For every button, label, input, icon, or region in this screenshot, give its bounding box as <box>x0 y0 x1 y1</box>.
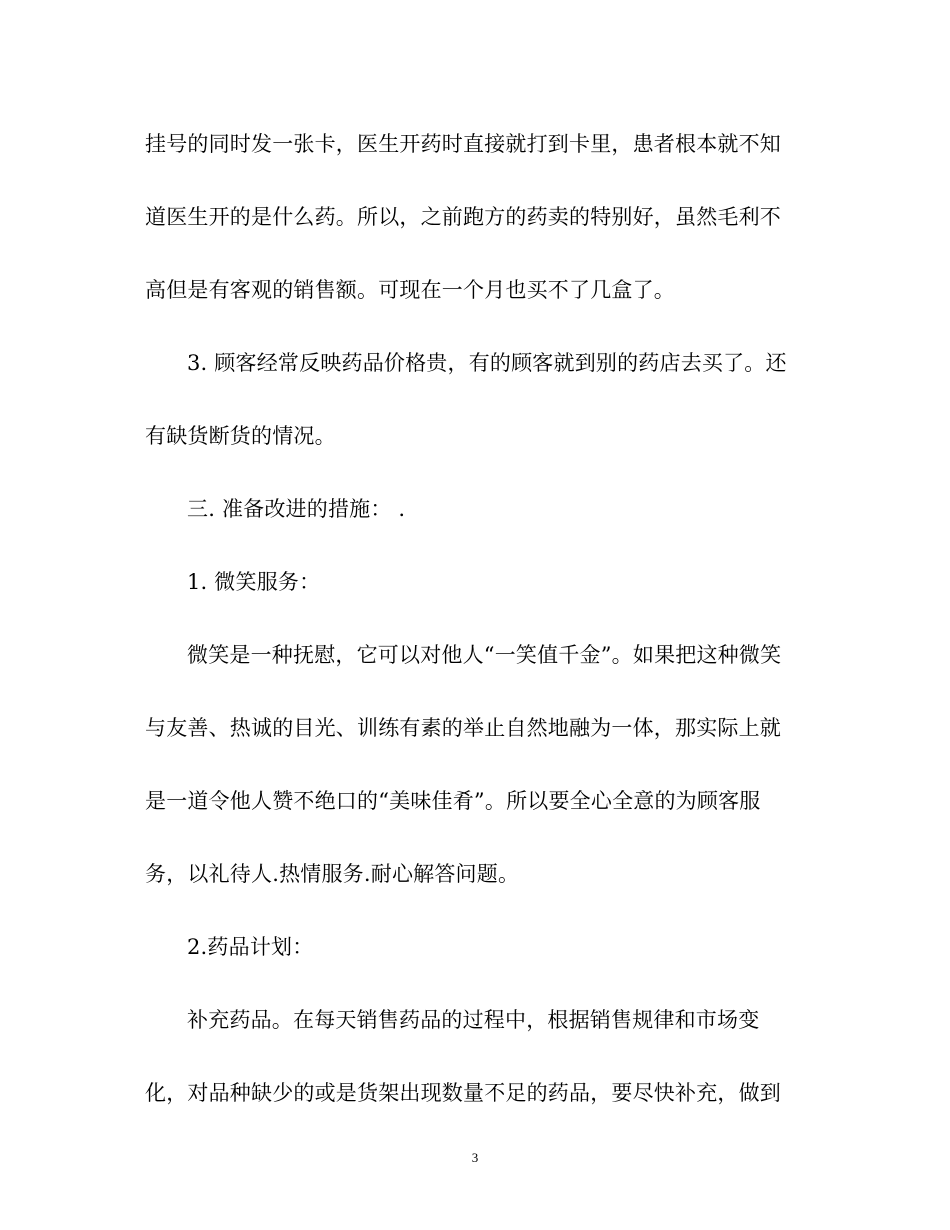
paragraph-line: 挂号的同时发一张卡，医生开药时直接就打到卡里，患者根本就不知 <box>145 132 781 156</box>
paragraph-line: 3. 顾客经常反映药品价格贵，有的顾客就到别的药店去买了。还 <box>187 351 787 375</box>
paragraph-line: 化，对品种缺少的或是货架出现数量不足的药品，要尽快补充，做到 <box>145 1081 781 1105</box>
paragraph-line: 补充药品。在每天销售药品的过程中，根据销售规律和市场变 <box>187 1008 760 1032</box>
paragraph-line: 务，以礼待人.热情服务.耐心解答问题。 <box>145 862 520 886</box>
paragraph-line: 高但是有客观的销售额。可现在一个月也买不了几盒了。 <box>145 278 675 302</box>
page-number: 3 <box>471 1150 479 1165</box>
paragraph-line: 道医生开的是什么药。所以，之前跑方的药卖的特别好，虽然毛利不 <box>145 205 781 229</box>
paragraph-line: 与友善、热诚的目光、训练有素的举止自然地融为一体，那实际上就 <box>145 716 781 740</box>
subsection-heading: 1. 微笑服务： <box>187 570 321 594</box>
paragraph-line: 有缺货断货的情况。 <box>145 424 336 448</box>
body-text <box>145 120 810 1142</box>
paragraph-line: 微笑是一种抚慰，它可以对他人“一笑值千金”。如果把这种微笑 <box>187 643 782 667</box>
paragraph-line: 是一道令他人赞不绝口的“美味佳肴”。所以要全心全意的为顾客服 <box>145 789 761 813</box>
subsection-heading: 2.药品计划： <box>187 935 314 959</box>
section-heading: 三. 准备改进的措施： . <box>187 497 406 521</box>
